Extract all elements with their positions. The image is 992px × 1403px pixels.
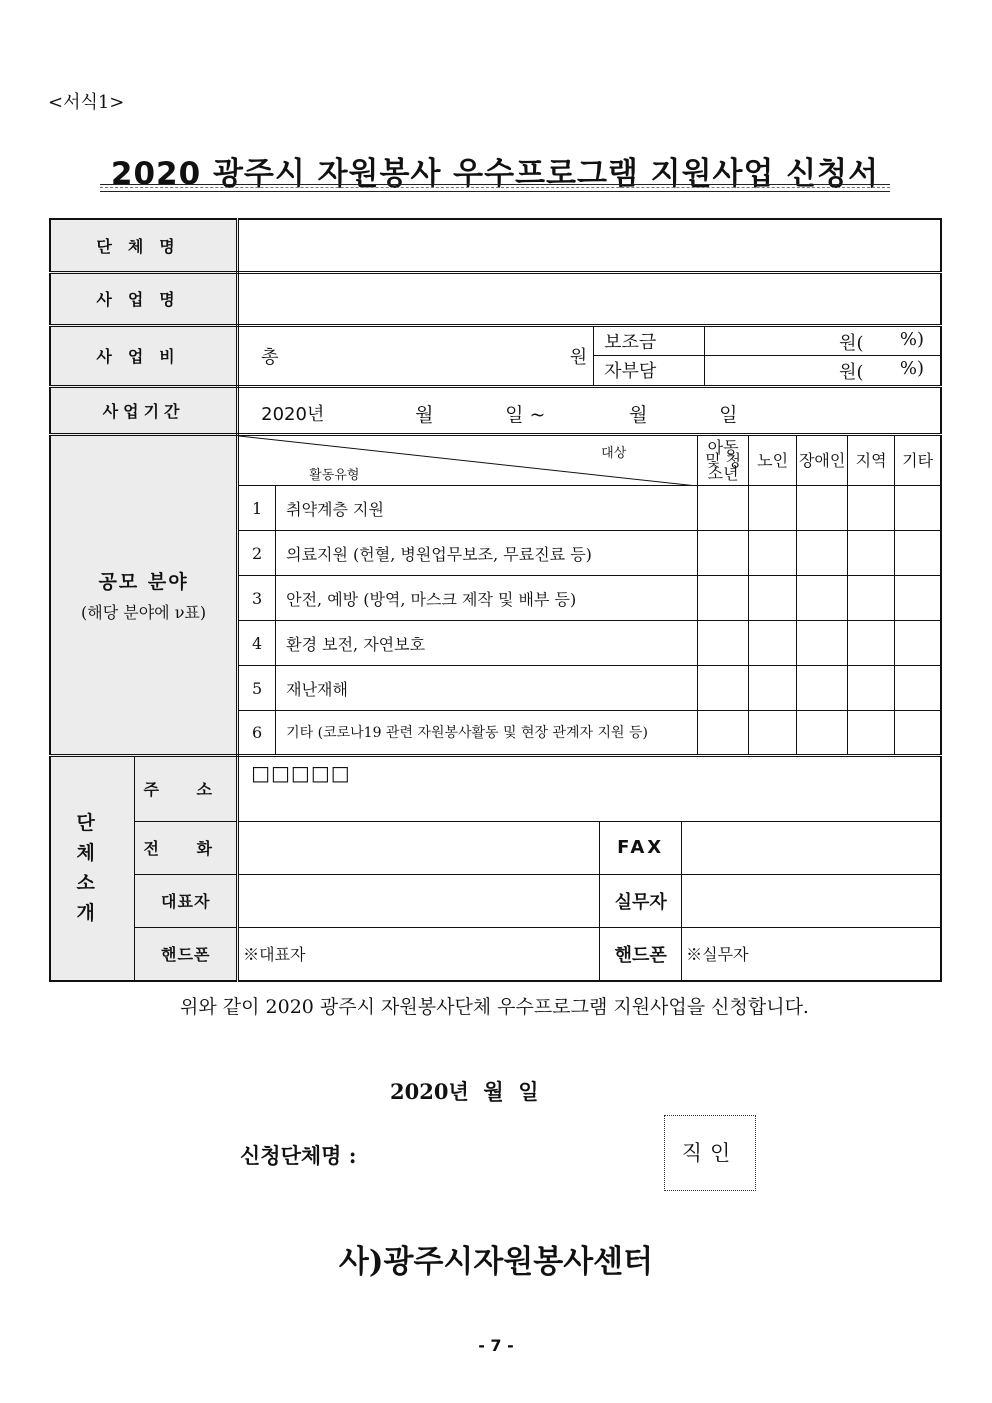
budget-total-prefix: 총 (261, 346, 279, 368)
budget-total-field[interactable] (239, 327, 594, 385)
application-form-table (49, 218, 942, 982)
check-cell[interactable] (895, 711, 940, 754)
target-header-child: 아동 및 청소년 (698, 436, 749, 486)
category-row (239, 711, 940, 754)
declaration-text: 위와 같이 2020 광주시 자원봉사단체 우수프로그램 지원사업을 신청합니다. (180, 996, 809, 1018)
subsidy-percent: %) (899, 328, 924, 350)
check-cell[interactable] (895, 531, 940, 576)
check-cell[interactable] (895, 621, 940, 666)
check-cell[interactable] (895, 486, 940, 531)
page-number: - 7 - (478, 1336, 514, 1355)
budget-label: 사업비 (50, 325, 238, 386)
staff-field[interactable] (682, 874, 941, 927)
fax-label: FAX (600, 821, 682, 874)
category-row (239, 576, 940, 621)
period-label: 사업기간 (50, 386, 238, 434)
check-cell[interactable] (797, 531, 848, 576)
seal-box: 직인 (664, 1115, 756, 1191)
check-cell[interactable] (698, 531, 749, 576)
org-intro-label-line2: 소 개 (76, 872, 109, 925)
project-name-field[interactable] (238, 272, 941, 325)
self-pay-percent: %) (899, 358, 924, 379)
check-cell[interactable] (749, 576, 797, 621)
project-name-label: 사업명 (50, 272, 238, 325)
category-text: 안전, 예방 (방역, 마스크 제작 및 배부 등) (276, 576, 698, 621)
self-pay-field[interactable] (705, 356, 940, 385)
check-cell[interactable] (797, 711, 848, 754)
budget-total-suffix: 원 (569, 346, 588, 368)
check-cell[interactable] (848, 666, 895, 711)
category-row (239, 531, 940, 576)
period-day2: 일 (719, 403, 738, 426)
period-month1: 월 (415, 403, 434, 426)
category-text: 기타 (코로나19 관련 자원봉사활동 및 현장 관계자 지원 등) (276, 711, 698, 754)
period-year: 2020년 (261, 403, 325, 425)
org-name-field[interactable] (238, 219, 941, 272)
check-cell[interactable] (797, 576, 848, 621)
target-header-disabled: 장애인 (797, 436, 848, 486)
category-number: 2 (239, 531, 276, 576)
category-number: 5 (239, 666, 276, 711)
check-cell[interactable] (698, 621, 749, 666)
check-cell[interactable] (749, 531, 797, 576)
check-cell[interactable] (797, 486, 848, 531)
phone-label: 전 화 (135, 821, 238, 874)
category-row (239, 621, 940, 666)
application-date: 2020년 월 일 (390, 1079, 539, 1104)
check-cell[interactable] (848, 576, 895, 621)
diagonal-line (239, 436, 697, 486)
category-sub-label: (해당 분야에 ν표) (81, 602, 207, 622)
target-header-elderly: 노인 (749, 436, 797, 486)
subsidy-won: 원( (839, 332, 864, 354)
category-text: 의료지원 (헌혈, 병원업무보조, 무료진료 등) (276, 531, 698, 576)
check-cell[interactable] (698, 486, 749, 531)
check-cell[interactable] (749, 666, 797, 711)
category-number: 1 (239, 486, 276, 531)
page-title: 2020 광주시 자원봉사 우수프로그램 지원사업 신청서 (110, 156, 880, 192)
mobile-rep-field[interactable]: ※대표자 (238, 927, 600, 981)
category-text: 취약계층 지원 (276, 486, 698, 531)
category-grid (239, 436, 940, 754)
category-row (239, 666, 940, 711)
period-month2: 월 (629, 403, 648, 426)
budget-field (238, 325, 941, 386)
mobile-staff-label: 핸드폰 (600, 927, 682, 981)
check-cell[interactable] (749, 486, 797, 531)
category-grid-cell (238, 434, 941, 755)
org-intro-label-line1: 단 체 (76, 812, 109, 865)
address-field[interactable]: □□□□□ (238, 755, 941, 821)
category-label-cell (50, 434, 238, 755)
category-number: 3 (239, 576, 276, 621)
subsidy-label: 보조금 (594, 327, 705, 356)
subsidy-field[interactable] (705, 327, 940, 356)
target-header-other: 기타 (895, 436, 940, 486)
rep-field[interactable] (238, 874, 600, 927)
check-cell[interactable] (797, 621, 848, 666)
self-pay-label: 자부담 (594, 356, 705, 385)
form-number: <서식1> (48, 92, 125, 113)
title-underline (100, 184, 890, 192)
staff-label: 실무자 (600, 874, 682, 927)
check-cell[interactable] (698, 666, 749, 711)
applicant-label: 신청단체명 : (240, 1143, 357, 1168)
mobile-label: 핸드폰 (135, 927, 238, 981)
category-label: 공모 분야 (98, 570, 189, 593)
org-name-label: 단체명 (50, 219, 238, 272)
phone-field[interactable] (238, 821, 600, 874)
target-header-region: 지역 (848, 436, 895, 486)
check-cell[interactable] (848, 486, 895, 531)
address-label: 주 소 (135, 755, 238, 821)
check-cell[interactable] (698, 576, 749, 621)
rep-label: 대표자 (135, 874, 238, 927)
check-cell[interactable] (848, 711, 895, 754)
category-text: 환경 보전, 자연보호 (276, 621, 698, 666)
check-cell[interactable] (797, 666, 848, 711)
check-cell[interactable] (698, 711, 749, 754)
period-day1: 일 ~ (505, 403, 546, 426)
self-pay-won: 원( (839, 362, 864, 383)
center-name: 사)광주시자원봉사센터 (338, 1244, 654, 1280)
check-cell[interactable] (749, 621, 797, 666)
fax-field[interactable] (682, 821, 941, 874)
check-cell[interactable] (848, 531, 895, 576)
check-cell[interactable] (749, 711, 797, 754)
check-cell[interactable] (895, 666, 940, 711)
header-target-label: 대상 (601, 445, 627, 461)
org-intro-label (50, 755, 135, 981)
check-cell[interactable] (848, 621, 895, 666)
mobile-staff-field[interactable]: ※실무자 (682, 927, 941, 981)
check-cell[interactable] (895, 576, 940, 621)
category-text: 재난재해 (276, 666, 698, 711)
category-number: 4 (239, 621, 276, 666)
category-diagonal-header (239, 436, 698, 486)
category-number: 6 (239, 711, 276, 754)
header-type-label: 활동유형 (309, 467, 360, 483)
period-field[interactable] (238, 386, 941, 434)
category-row (239, 486, 940, 531)
